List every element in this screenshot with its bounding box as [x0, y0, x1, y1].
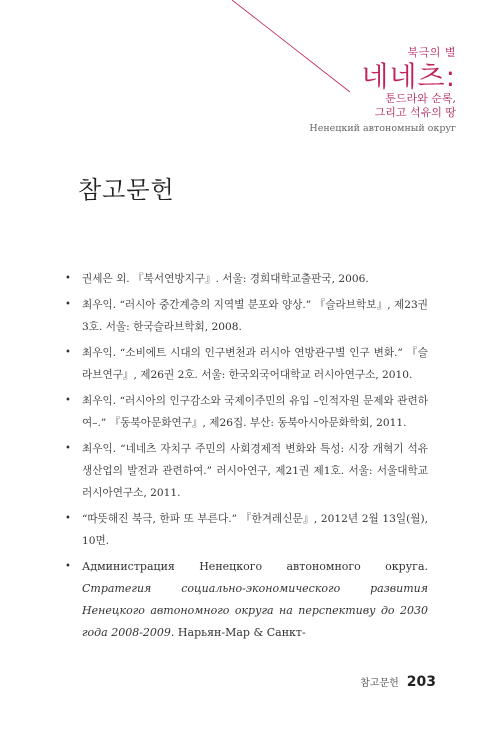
footer-section-label: 참고문헌 — [360, 678, 399, 689]
reference-author: Администрация Ненецкого автономного округа. — [82, 560, 428, 573]
book-russian-subtitle: Ненецкий автономный округ — [309, 123, 456, 134]
reference-text: 권세은 외. 『북서연방지구』. 서울: 경희대학교출판국, 2006. — [82, 273, 369, 285]
reference-text: 최우익. “러시아 중간계층의 지역별 분포와 양상.” 『슬라브학보』, 제23권 3호. 서울: 한국슬라브학회, 2008. — [82, 299, 428, 333]
reference-item — [60, 390, 428, 434]
bullet-icon: • — [65, 513, 71, 524]
reference-text: “따뜻해진 북극, 한파 또 부른다.” 『한겨레신문』, 2012년 2월 13일(월), 10면. — [82, 513, 428, 547]
book-title-block — [309, 44, 456, 134]
book-series-label: 북극의 별 — [407, 46, 456, 59]
section-title: 참고문헌 — [78, 176, 175, 204]
bullet-icon: • — [65, 299, 71, 310]
bullet-icon: • — [65, 561, 71, 572]
reference-list — [60, 268, 428, 648]
page-footer — [360, 674, 436, 690]
reference-publisher: Нарьян-Мар & Санкт- — [174, 626, 306, 639]
reference-item — [60, 294, 428, 338]
bullet-icon: • — [65, 347, 71, 358]
book-subtitle-line2: 그리고 석유의 땅 — [374, 106, 456, 119]
bullet-icon: • — [65, 273, 71, 284]
bullet-icon: • — [65, 443, 71, 454]
reference-text: 최우익. “네네츠 자치구 주민의 사회경제적 변화와 특성: 시장 개혁기 석유생산업의 발전과 관련하여.” 러시아연구, 제21권 제1호. 서울: 서울대학교 러시아연구소, 2011. — [82, 443, 428, 499]
reference-item — [60, 342, 428, 386]
reference-item — [60, 268, 428, 290]
reference-title-italic: Стратегия социально-экономического развития Ненецкого автономного округа на перспективу до 2030 года 2008-2009. — [82, 582, 428, 639]
book-title: 네네츠: — [361, 60, 456, 93]
page-number: 203 — [406, 674, 436, 690]
reference-item-russian — [60, 556, 428, 644]
bullet-icon: • — [65, 395, 71, 406]
book-subtitle-line1: 툰드라와 순록, — [385, 92, 456, 105]
reference-item — [60, 508, 428, 552]
reference-text: 최우익. “러시아의 인구감소와 국제이주민의 유입 –인적자원 문제와 관련하여–.” 『동북아문화연구』, 제26집. 부산: 동북아시아문화학회, 2011. — [82, 395, 428, 429]
reference-text: 최우익. “소비에트 시대의 인구변천과 러시아 연방관구별 인구 변화.” 『슬라브연구』, 제26권 2호. 서울: 한국외국어대학교 러시아연구소, 2010. — [82, 347, 428, 381]
reference-item — [60, 438, 428, 504]
